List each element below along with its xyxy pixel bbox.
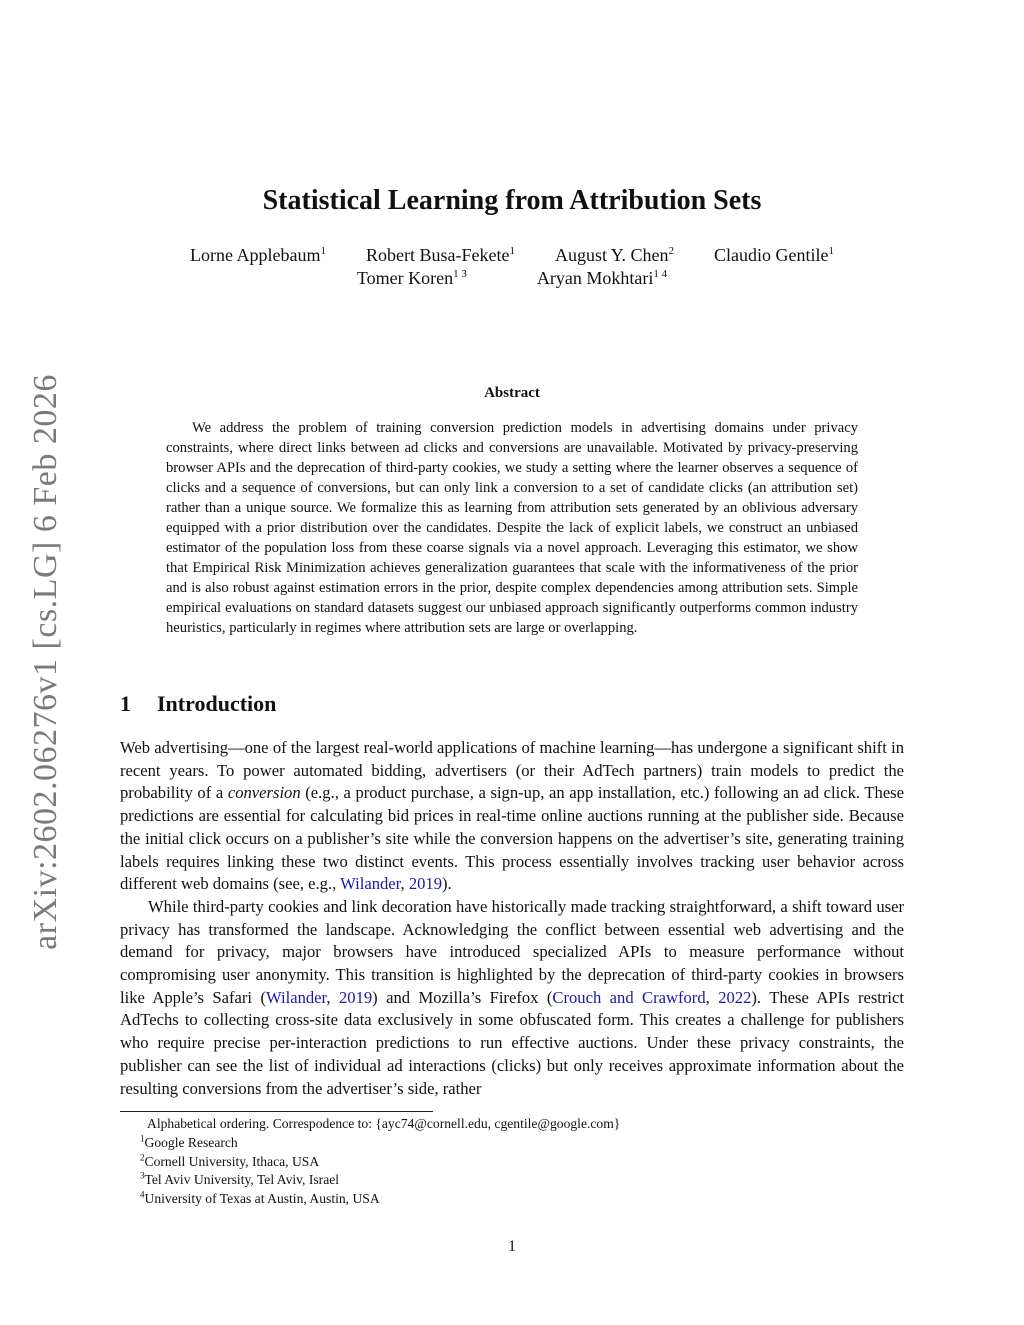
affiliation-mark: 1 — [320, 245, 326, 257]
citation-link[interactable]: Crouch and Crawford — [552, 987, 706, 1007]
author: August Y. Chen$^2$ — [554, 245, 674, 265]
abstract-text: We address the problem of training conversion prediction models in advertising domains under privacy constraints, where direct links between ad clicks and conversions are unavailable. Motivated by privacy-preserving browser APIs and the deprecation of third-party cookies, we study a setting where the learner observes a sequence of clicks and a sequence of conversions, but can only link a conversion to a set of candidate clicks (an attribution set) rather than a unique source. We formalize this as learning from attribution sets generated by an oblivious adversary equipped with a prior distribution over the candidates. Despite the lack of explicit labels, we construct an unbiased estimator of the population loss from these coarse signals via a novel approach. Leveraging this estimator, we show that Empirical Risk Minimization achieves generalization guarantees that scale with the informativeness of the prior and is also robust against estimation errors in the prior, despite complex dependencies among attribution sets. Simple empirical evaluations on standard datasets suggest our unbiased approach significantly outperforms common industry heuristics, particularly in regimes where attribution sets are large or overlapping. — [166, 420, 858, 636]
affiliation-mark: 1 4 — [653, 268, 668, 280]
introduction-body — [120, 737, 904, 1100]
citation-year-link[interactable]: 2019 — [408, 874, 443, 894]
footnote-affiliation: $^2$Cornell University, Ithaca, USA — [140, 1152, 320, 1169]
section-title: Introduction — [157, 691, 277, 716]
affiliation-mark: 1 — [509, 245, 515, 257]
affiliation-mark: 1 — [828, 245, 834, 257]
author: Claudio Gentile$^1$ — [713, 245, 834, 265]
citation-year-link[interactable]: 2022 — [718, 987, 752, 1007]
section-number: 1 — [120, 691, 131, 716]
paragraph: Web advertising—one of the largest real-world applications of machine learning—has undergone a significant shift in recent years. To power automated bidding, advertisers (or their AdTech partners) train models to predict the probability of a conversion (e.g., a product purchase, a sign-up, an app installation, etc.) following an ad click. These predictions are essential for calculating bid prices in real-time online auctions running at the publisher side. Because the initial click occurs on a publisher’s site while the conversion happens on the advertiser’s site, generating training labels requires linking these two distinct events. This process essentially involves tracking user behavior across different web domains (see, e.g., Wilander, 2019). — [120, 738, 905, 894]
arxiv-identifier-stamp: arXiv:2602.06276v1 [cs.LG] 6 Feb 2026 — [27, 374, 64, 950]
footnote-affiliation: $^4$University of Texas at Austin, Austin, USA — [140, 1189, 380, 1207]
author-list-row-1 — [120, 245, 904, 266]
citation-link[interactable]: Wilander — [340, 874, 401, 894]
citation-link[interactable]: Wilander — [266, 987, 327, 1007]
affiliation-mark: 2 — [668, 245, 674, 257]
author-list-row-2 — [120, 268, 904, 289]
paragraph: While third-party cookies and link decoration have historically made tracking straightforward, a shift toward user privacy has transformed the landscape. Acknowledging the conflict between essential web advertising and the demand for privacy, major browsers have introduced specialized APIs to measure performance without compromising user anonymity. This transition is highlighted by the deprecation of third-party cookies in browsers like Apple’s Safari (Wilander, 2019) and Mozilla’s Firefox (Crouch and Crawford, 2022). These APIs restrict AdTechs to collecting cross-site data exclusively in some obfuscated form. This creates a challenge for publishers who require precise per-interaction predictions to run effective auctions. Under these privacy constraints, the publisher can see the list of individual ad interactions (clicks) but only receives approximate information about the resulting conversions from the advertiser’s side, rather — [120, 896, 905, 1098]
section-heading-introduction — [120, 691, 276, 717]
affiliation-mark: 1 3 — [453, 268, 467, 280]
footnotes — [120, 1115, 904, 1209]
author: Aryan Mokhtari$^{1 4}$ — [536, 268, 668, 288]
footnote-divider — [120, 1111, 433, 1112]
paper-title: Statistical Learning from Attribution Sets — [262, 185, 762, 216]
footnote-affiliation: $^3$Tel Aviv University, Tel Aviv, Israel — [140, 1170, 340, 1188]
author: Tomer Koren$^{1 3}$ — [356, 268, 467, 288]
footnote-correspondence: Alphabetical ordering. Correspodence to: {ayc74@cornell.edu, cgentile@google.com} — [147, 1116, 621, 1131]
emphasis-conversion: conversion — [227, 783, 301, 803]
abstract-heading: Abstract — [484, 385, 540, 401]
citation-year-link[interactable]: 2019 — [338, 987, 373, 1007]
author: Lorne Applebaum$^1$ — [190, 245, 326, 265]
footnote-affiliation: $^1$Google Research — [140, 1133, 238, 1150]
author: Robert Busa-Fekete$^1$ — [366, 245, 515, 265]
page-number: 1 — [508, 1238, 516, 1255]
